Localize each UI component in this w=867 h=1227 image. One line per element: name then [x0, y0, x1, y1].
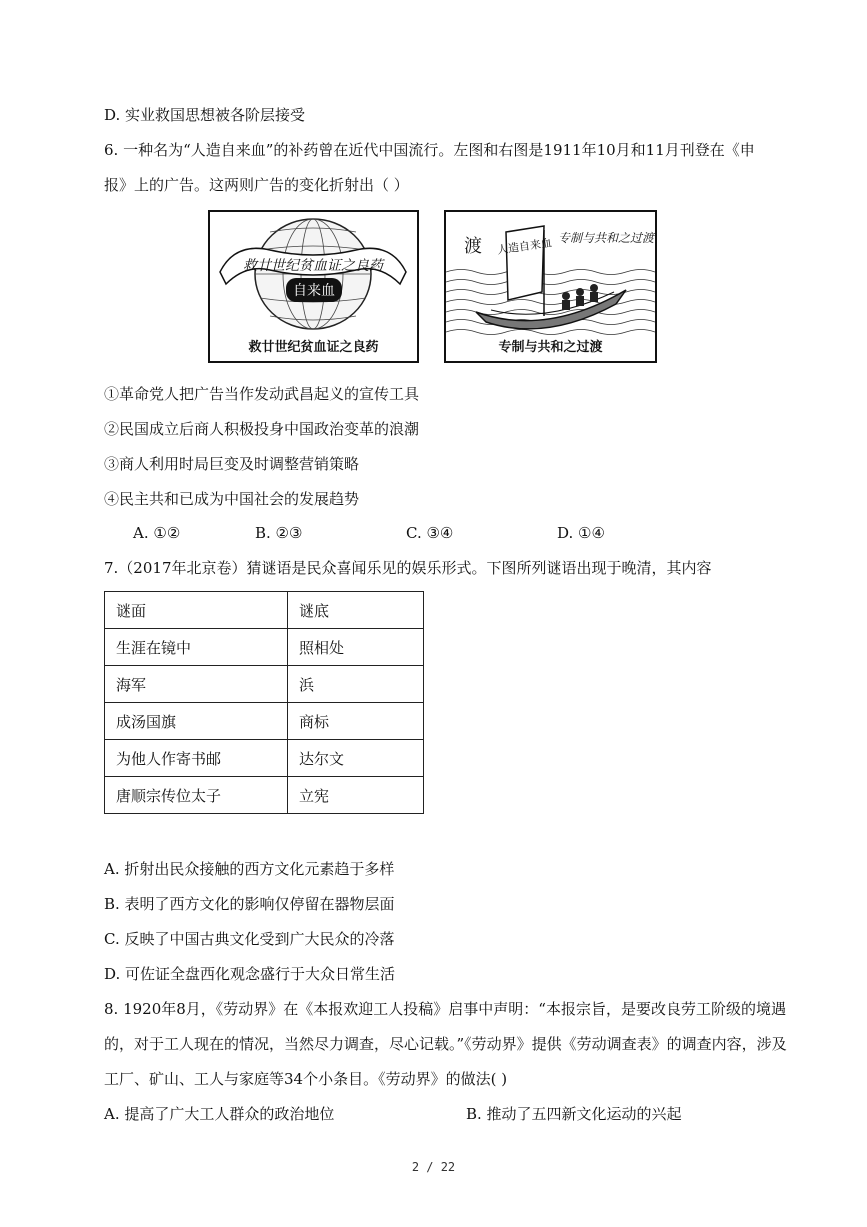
q6-statement-3: ③商人利用时局巨变及时调整营销策略	[104, 455, 360, 473]
q7-option-a: A. 折射出民众接触的西方文化元素趋于多样	[104, 860, 395, 878]
table-row	[105, 666, 424, 703]
sail-text: 人造自来血	[496, 236, 553, 257]
table-cell: 达尔文	[288, 740, 424, 777]
table-row	[105, 629, 424, 666]
q6-option-d: D. ①④	[557, 524, 605, 542]
table-cell: 唐顺宗传位太子	[105, 777, 288, 814]
table-row	[105, 703, 424, 740]
q8-option-b: B. 推动了五四新文化运动的兴起	[466, 1105, 682, 1123]
table-cell: 照相处	[288, 629, 424, 666]
q8-stem-line-3: 工厂、矿山、工人与家庭等34个小条目。《劳动界》的做法( )	[104, 1070, 508, 1088]
table-cell: 海军	[105, 666, 288, 703]
table-header-cell: 谜面	[105, 592, 288, 629]
right-side-text: 渡	[464, 236, 482, 257]
q8-stem-line-1: 8. 1920年8月，《劳动界》在《本报欢迎工人投稿》启事中声明：“本报宗旨，是要改良劳工阶级的境遇	[104, 1000, 786, 1018]
table-cell: 为他人作寄书邮	[105, 740, 288, 777]
q6-statement-2: ②民国成立后商人积极投身中国政治变革的浪潮	[104, 420, 420, 438]
left-plaque-text: 自来血	[293, 283, 335, 299]
q6-statement-4: ④民主共和已成为中国社会的发展趋势	[104, 490, 360, 508]
table-row	[105, 740, 424, 777]
right-figure-caption: 专制与共和之过渡	[498, 340, 603, 355]
table-cell: 成汤国旗	[105, 703, 288, 740]
table-cell: 浜	[288, 666, 424, 703]
q8-option-a: A. 提高了广大工人群众的政治地位	[104, 1105, 335, 1123]
q7-option-c: C. 反映了中国古典文化受到广大民众的冷落	[104, 930, 395, 948]
q7-option-d: D. 可佐证全盘西化观念盛行于大众日常生活	[104, 965, 396, 983]
left-banner-text: 救廿世纪贫血证之良药	[243, 258, 383, 274]
left-figure-caption: 救廿世纪贫血证之良药	[248, 340, 379, 355]
q8-stem-line-2: 的，对于工人现在的情况，当然尽力调查，尽心记载。”《劳动界》提供《劳动调查表》的调查内容，涉及	[104, 1035, 787, 1053]
q6-statement-1: ①革命党人把广告当作发动武昌起义的宣传工具	[104, 385, 420, 403]
right-advertisement-figure	[444, 210, 657, 363]
q6-option-a: A. ①②	[133, 524, 181, 542]
riddle-table	[104, 591, 424, 814]
left-advertisement-figure	[208, 210, 419, 363]
q5-option-d: D. 实业救国思想被各阶层接受	[104, 106, 306, 124]
q6-option-b: B. ②③	[255, 524, 303, 542]
q7-stem: 7.（2017年北京卷）猜谜语是民众喜闻乐见的娱乐形式。下图所列谜语出现于晚清，其内容	[104, 559, 712, 577]
right-top-text: 专制与共和之过渡	[558, 231, 655, 245]
table-row	[105, 777, 424, 814]
table-header-cell: 谜底	[288, 592, 424, 629]
table-cell: 商标	[288, 703, 424, 740]
table-cell: 生涯在镜中	[105, 629, 288, 666]
q6-stem-line-1: 6. 一种名为“人造自来血”的补药曾在近代中国流行。左图和右图是1911年10月和11月刊登在《申	[104, 141, 755, 159]
table-cell: 立宪	[288, 777, 424, 814]
q6-stem-line-2: 报》上的广告。这两则广告的变化折射出（ ）	[104, 176, 409, 194]
page-number: 2 / 22	[411, 1160, 456, 1174]
q7-option-b: B. 表明了西方文化的影响仅停留在器物层面	[104, 895, 395, 913]
table-header-row	[105, 592, 424, 629]
q6-option-c: C. ③④	[406, 524, 454, 542]
